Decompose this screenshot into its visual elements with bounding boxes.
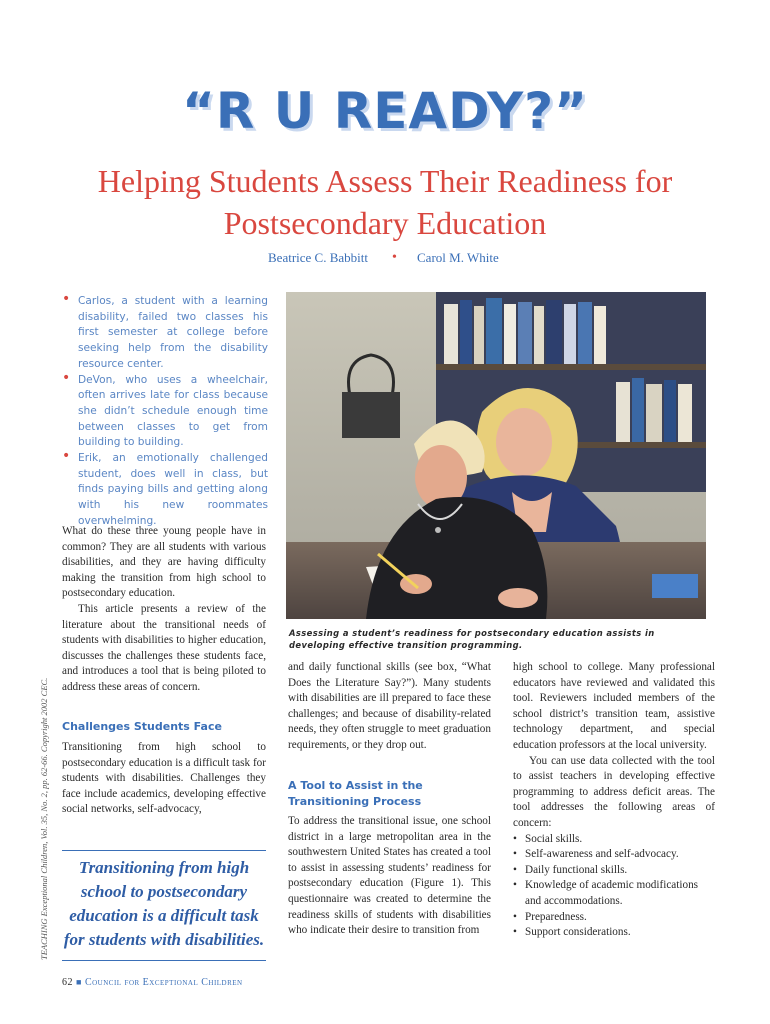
citation-sidebar: TEACHING Exceptional Children, Vol. 35, No. 2, pp. 62-66. Copyright 2002 CEC.: [39, 677, 49, 960]
bullet-dot: •: [62, 369, 71, 386]
pull-quote: Transitioning from high school to postsecondary education is a difficult task for students with disabilities.: [63, 858, 265, 949]
list-item: • Support considerations.: [513, 926, 631, 939]
paragraph-overview: This article presents a review of the literature about the transitional needs of students with disabilities to higher education, discusses the challenges these students face, and introduces a tool that is being piloted to address these areas of concern.: [62, 602, 266, 693]
journal-name: Council for Exceptional Children: [84, 977, 243, 988]
paragraph-challenges: Transitioning from high school to postsecondary education is a difficult task for students with disabilities. Challenges they face include academics, developing effective social networks, self-advocacy,: [62, 741, 266, 816]
heading-challenges: Challenges Students Face: [62, 720, 222, 733]
page-footer: [62, 977, 243, 988]
list-item: • Social skills.: [513, 832, 583, 845]
list-item: • Daily functional skills.: [513, 863, 628, 876]
list-item: • Knowledge of academic modifications and accommodations.: [513, 879, 699, 907]
intro-bullet-erik: • Erik, an emotionally challenged student, does well in class, but finds paying bills and getting along with his new roommates overwhelming.: [62, 448, 268, 527]
author-separator: •: [392, 250, 397, 265]
intro-bullet-carlos: • Carlos, a student with a learning disability, failed two classes his first semester at college before seeking help from the disability resource center.: [62, 291, 268, 370]
pull-quote-rule-bottom: [62, 960, 266, 961]
footer-square-icon: ■: [76, 977, 82, 987]
paragraph-tool: To address the transitional issue, one school district in a large metropolitan area in the southwestern United States has created a tool to assist in assessing students’ readiness for postsecondary education (Figure 1). This questionnaire was created to determine the readiness skills of students with disabilities who indicate their desire to transition from: [288, 815, 491, 937]
classroom-photo: [286, 292, 706, 619]
bullet-dot: •: [62, 291, 71, 307]
paragraph-validation: high school to college. Many professional educators have reviewed and validated this tool. Reviewers included members of the school district’s transition team, assistive technology department, and special education professors at the local university.: [513, 661, 715, 751]
author-babbitt: Beatrice C. Babbitt: [268, 250, 369, 265]
heading-tool: A Tool to Assist in the Transitioning Process: [288, 779, 423, 808]
bullet-dot: •: [62, 448, 71, 465]
page-number: 62: [62, 977, 73, 988]
right-column: [513, 660, 715, 941]
left-column-intro: [62, 524, 266, 696]
article-title: “R U READY?”: [181, 82, 589, 140]
paragraph-skills: and daily functional skills (see box, “What Does the Literature Say?”). Many students with disabilities are ill prepared to face these challenges; and because of disability-related needs, they often struggle to meet graduation requirements, or they drop out.: [288, 661, 491, 751]
pull-quote-rule-top: [62, 850, 266, 851]
list-item: • Self-awareness and self-advocacy.: [513, 848, 679, 861]
paragraph-data-use: You can use data collected with the tool to assist teachers in developing effective programming to address deficit areas. The tool addresses the following areas of concern:: [513, 754, 715, 829]
list-item: • Preparedness.: [513, 910, 587, 923]
intro-bullet-list: [62, 291, 268, 530]
intro-bullet-devon: • DeVon, who uses a wheelchair, often arrives late for class because she didn’t schedule enough time between classes to get from building to building.: [62, 369, 268, 449]
photo-caption: Assessing a student’s readiness for postsecondary education assists in developing effective transition programming.: [289, 628, 655, 650]
article-subtitle: Helping Students Assess Their Readiness for Postsecondary Education: [97, 163, 673, 241]
author-white: Carol M. White: [417, 250, 499, 265]
areas-of-concern-list: [513, 832, 715, 941]
paragraph-common: What do these three young people have in common? They are all students with various disabilities, and they are having difficulty making the transition from high school to postsecondary education.: [62, 525, 266, 600]
